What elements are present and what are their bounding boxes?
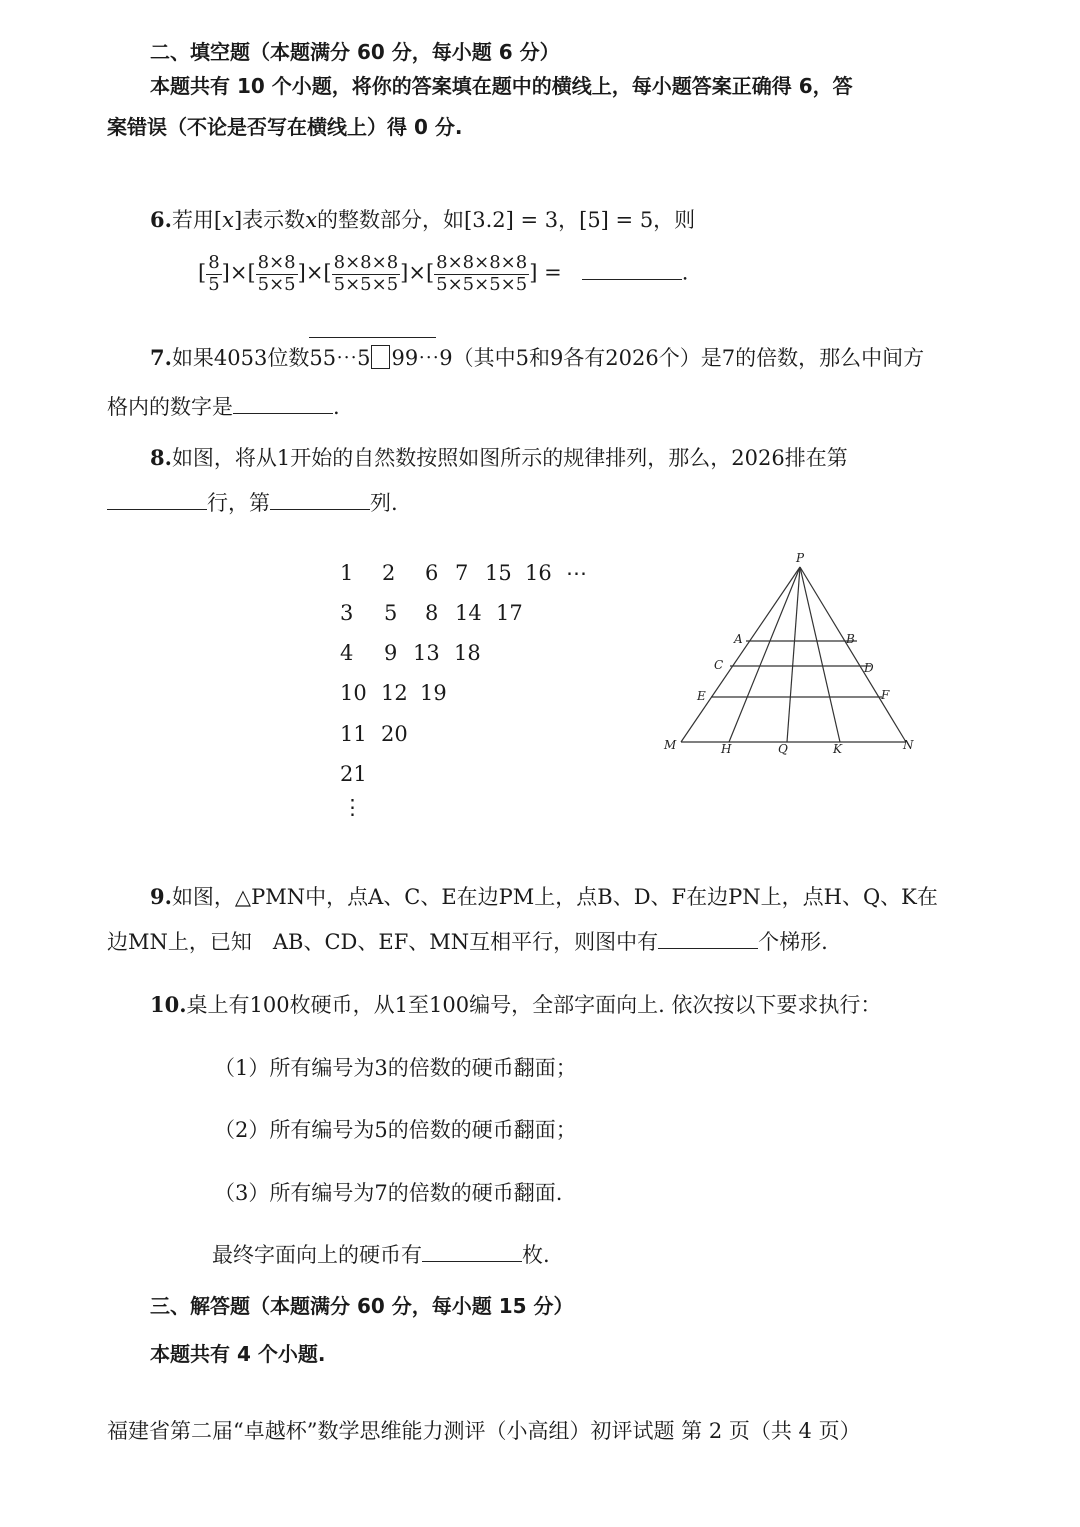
section3-intro: 本题共有 4 个小题. xyxy=(150,1342,326,1366)
grid-cell: 15 xyxy=(485,561,512,585)
grid-cell: 10 xyxy=(340,681,367,705)
label-P: P xyxy=(796,551,805,565)
grid-cell: 16 xyxy=(525,561,552,585)
section2-title: 二、填空题（本题满分 60 分，每小题 6 分） xyxy=(150,40,560,64)
grid-cell: 9 xyxy=(384,641,398,665)
q6-var-x2: x xyxy=(305,208,318,232)
q6-fraction-2: $\frac{8\times 8}{5\times 5}$ xyxy=(257,252,296,295)
q6-fraction-4: $\frac{8\times 8\times 8\times 8}{5\times 5\times 5\times 5}$ xyxy=(436,252,528,295)
grid-cell: 3 xyxy=(340,601,354,625)
q7-line1 xyxy=(150,342,924,372)
section3-title: 三、解答题（本题满分 60 分，每小题 15 分） xyxy=(150,1294,574,1318)
q9-answer-blank[interactable] xyxy=(658,930,758,949)
label-Q: Q xyxy=(778,742,788,756)
q9-text-line1: 如图，△PMN中，点A、C、E在边PM上，点B、D、F在边PN上，点H、Q、K在 xyxy=(171,885,938,909)
q7-number: 7. xyxy=(150,345,172,370)
grid-cell: 14 xyxy=(455,601,482,625)
label-E: E xyxy=(697,689,706,703)
q6-text-c: 的整数部分，如[3.2] = 3，[5] = 5，则 xyxy=(317,208,696,232)
grid-vdots: ⋮ xyxy=(342,795,363,819)
q8-col-blank[interactable] xyxy=(270,491,370,510)
grid-cell: 13 xyxy=(413,641,440,665)
grid-cell: 4 xyxy=(340,641,354,665)
q7-digits-9: 99⋯9 xyxy=(391,346,453,370)
q8-line2: 行，第 列. xyxy=(107,487,398,517)
q6-formula: [ $\frac{8}{5}$ ]×[ $\frac{8\times 8}{5\times 5}$ ]×[ $\frac{8\times 8\times 8}{5\times 5\times 5}$ ]×[ $\frac{8\times 8\times 8\times 8}{5\times 5\times 5\times 5}$ ] = . xyxy=(198,252,689,295)
q8-row-blank[interactable] xyxy=(107,491,207,510)
q10-line1 xyxy=(150,989,881,1019)
q6-equals: = xyxy=(544,260,562,285)
q7-digit-box xyxy=(371,345,390,369)
triangle-figure xyxy=(650,545,930,765)
q8-text: 如图，将从1开始的自然数按照如图所示的规律排列，那么，2026排在第 xyxy=(171,446,848,470)
q10-answer-blank[interactable] xyxy=(422,1243,522,1262)
q6-text-a: 若用[ xyxy=(171,208,223,232)
grid-cell: 20 xyxy=(381,722,408,746)
grid-cell: 7 xyxy=(455,561,469,585)
grid-cell: 6 xyxy=(425,561,439,585)
q10-text: 桌上有100枚硬币，从1至100编号，全部字面向上. 依次按以下要求执行： xyxy=(186,993,882,1017)
grid-cell: 21 xyxy=(340,762,367,786)
label-C: C xyxy=(714,658,724,672)
grid-cell: 5 xyxy=(384,601,398,625)
q6-fraction-1: $\frac{8}{5}$ xyxy=(208,252,220,295)
grid-cell: 11 xyxy=(340,722,367,746)
q7-text-b: （其中5和9各有2026个）是7的倍数，那么中间方 xyxy=(452,346,925,370)
q9-line2: 边MN上，已知 AB、CD、EF、MN互相平行，则图中有 个梯形. xyxy=(107,930,828,954)
label-H: H xyxy=(721,742,732,756)
section2-intro-line1: 本题共有 10 个小题，将你的答案填在题中的横线上，每小题答案正确得 6，答 xyxy=(150,74,853,98)
grid-cell-ellipsis: ⋯ xyxy=(566,561,587,585)
q10-final: 最终字面向上的硬币有 枚. xyxy=(212,1243,550,1267)
grid-cell: 8 xyxy=(425,601,439,625)
grid-cell: 17 xyxy=(496,601,523,625)
label-N: N xyxy=(903,738,914,752)
q7-answer-blank[interactable] xyxy=(233,395,333,414)
q9-line1 xyxy=(150,881,938,911)
q6-text-b: ]表示数 xyxy=(233,208,306,232)
grid-cell: 19 xyxy=(420,681,447,705)
q9-number: 9. xyxy=(150,884,172,909)
q10-step1: （1）所有编号为3的倍数的硬币翻面； xyxy=(214,1056,577,1080)
q7-text-a: 如果4053位数 xyxy=(171,346,310,370)
page-footer: 福建省第二届“卓越杯”数学思维能力测评（小高组）初评试题 第 2 页（共 4 页） xyxy=(107,1419,861,1443)
label-F: F xyxy=(881,688,890,702)
q10-step2: （2）所有编号为5的倍数的硬币翻面； xyxy=(214,1118,577,1142)
q10-step3: （3）所有编号为7的倍数的硬币翻面. xyxy=(214,1181,563,1205)
grid-cell: 18 xyxy=(454,641,481,665)
q6-number: 6. xyxy=(150,207,172,232)
q7-number-overline xyxy=(309,337,436,338)
label-K: K xyxy=(833,742,842,756)
section2-intro-line2: 案错误（不论是否写在横线上）得 0 分. xyxy=(107,115,463,139)
q6-fraction-3: $\frac{8\times 8\times 8}{5\times 5\times 5}$ xyxy=(333,252,399,295)
q8-line1 xyxy=(150,442,848,472)
q6-line1 xyxy=(150,204,695,234)
grid-cell: 12 xyxy=(381,681,408,705)
label-B: B xyxy=(846,632,855,646)
grid-cell: 2 xyxy=(382,561,396,585)
q6-var-x: x xyxy=(222,208,234,232)
q10-number: 10. xyxy=(150,992,187,1017)
grid-cell: 1 xyxy=(340,561,354,585)
label-M: M xyxy=(664,738,677,752)
q7-digits-5: 55⋯5 xyxy=(309,346,371,370)
q6-answer-blank[interactable] xyxy=(582,261,682,280)
label-A: A xyxy=(734,632,743,646)
q8-number: 8. xyxy=(150,445,172,470)
label-D: D xyxy=(864,661,874,675)
q7-line2: 格内的数字是 . xyxy=(107,395,340,419)
